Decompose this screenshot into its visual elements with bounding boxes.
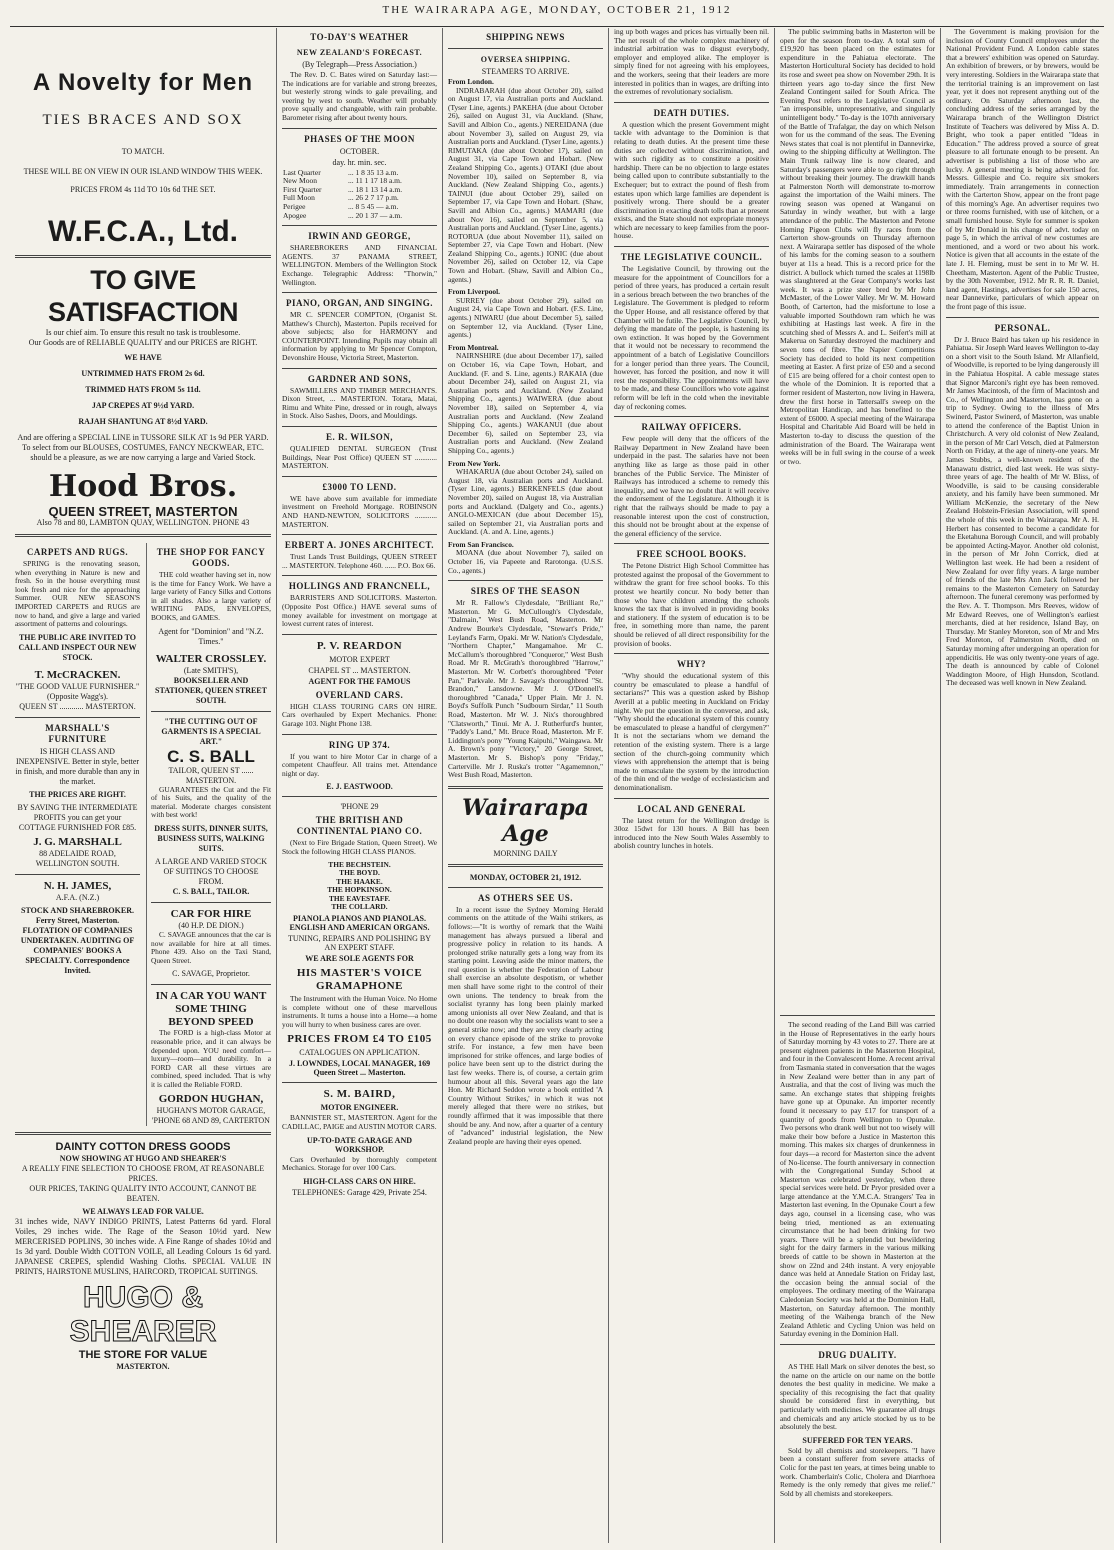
james-name: N. H. JAMES,	[43, 879, 112, 892]
british-title: THE BRITISH AND CONTINENTAL PIANO CO.	[296, 815, 423, 837]
drug-text: AS THE Hall Mark on silver denotes the best, so the name on the article on our name on the bottle denotes the best quality in medicine. We make a speciality of this recognising the fact that quality should be considered first in everything, but particularly with medicines. We guarantee all drugs and chemicals and any article stocked by us to be absolutely the best.	[780, 1361, 935, 1432]
satisfaction-goods: Our Goods are of RELIABLE QUALITY and our PRICES are RIGHT.	[28, 338, 258, 347]
divider	[282, 368, 437, 369]
piano-brand: THE HAAKE.	[336, 876, 383, 886]
divider	[614, 246, 769, 247]
public-invited: THE PUBLIC ARE INVITED TO CALL AND INSPECT OUR NEW STOCK.	[18, 632, 137, 662]
divider	[15, 1132, 271, 1135]
sires-text: Mr R. Fallow's Clydesdale, "Brilliant Re," Masterton. Mr G. McCullough's Clydesdale, "Dalmain," West Bush Road, Masterton. Mr Andrew Bourke's Clydesdale, "Stewart's Pride," Leyland's Farm, Opaki. Mr W. Nation's Clydesdale, "Northern Chapter," Mangamahoe. Mr C. McCallum's thoroughbred "Conqueror," West Bush Road. Mr R. McGrath's thoroughbred "Harrow," Masterton. Mr W. Corbett's thoroughbred "Peter Pan," Parkvale. Mr J. Savage's thoroughbred "St. Brandon," Lansdowne. Mr J. O'Donnell's thoroughbred "Canada," Upper Plain. Mr J. N. Boyd's Suffolk Punch "Sudbourn Sirdar," 11 South Road, Masterton. Mr W. J. Nix's thoroughbred "Clatsworth," Tinui. Mr A. J. Rutherfurd's hunter, "Paddy's Land," Mt. Bruce Road, Masterton. Mr F. Liddington's pony "Young Kaipuhi," Waingawa. Mr A. Brown's pony "Victory," 20 George Street, Masterton. Mr S. Bishop's pony "Friday," Carterville. Mr J. Ruska's trotter "Agamemnon," West Bush Road, Masterton.	[448, 598, 603, 780]
masthead-sub: MORNING DAILY	[493, 848, 558, 858]
store-for-value: THE STORE FOR VALUE	[78, 1349, 208, 1362]
divider	[282, 292, 437, 293]
hats-line-2: TRIMMED HATS FROM 5s 11d.	[85, 385, 201, 394]
moon-time: ... 20 1 37 — a.m.	[347, 210, 403, 220]
divider	[282, 575, 437, 576]
piano-list	[282, 861, 437, 913]
moon-time: ... 11 1 17 18 a.m.	[347, 176, 402, 186]
ball-stock: A LARGE AND VARIED STOCK OF SUITINGS TO CHOOSE FROM.	[154, 856, 267, 886]
marshall-addr: 88 ADELAIDE ROAD, WELLINGTON SOUTH.	[35, 848, 120, 868]
piano-brand: THE BECHSTEIN.	[328, 859, 391, 869]
lowndes: J. LOWNDES, LOCAL MANAGER, 169 Queen Street ... Masterton.	[288, 1059, 431, 1078]
divider	[15, 874, 140, 875]
from-sf: From San Francisco.	[448, 539, 514, 549]
local-text: The latest return for the Wellington dredge is 30oz 15dwt for 130 hours. A Bill has been introduced into the New South Wales Assembly to abolish country lunches in hotels.	[614, 815, 769, 851]
ball-name: C. S. BALL	[167, 746, 255, 766]
lend-title: £3000 TO LEND.	[322, 481, 397, 492]
ad-column-left	[10, 28, 276, 1543]
ring-name: E. J. EASTWOOD.	[326, 782, 393, 792]
baird-text: BANNISTER ST., MASTERTON. Agent for the CADILLAC, PAIGE and AUSTIN MOTOR CARS.	[282, 1113, 437, 1132]
fancy-text: THE cold weather having set in, now is the time for Fancy Work. We have a large variety of Fancy Silks and Cottons in all shades. Also a large variety of WRITING PADS, ENVELOPES, BOOKS, and GAMES.	[151, 570, 271, 622]
irwin-title: IRWIN AND GEORGE,	[308, 231, 411, 242]
mccracken-addr: QUEEN ST ............ MASTERTON.	[19, 701, 136, 711]
novelty-advert	[15, 68, 271, 249]
marshall-text: IS HIGH CLASS AND INEXPENSIVE. Better in style, better in finish, and more durable than any in the market.	[15, 746, 140, 786]
lend-text: WE have above sum available for immediate investment on Freehold Mortgage. ROBINSON AND HAND-NEWTON, SOLICITORS ............ MASTERTON.	[282, 493, 437, 529]
council-text: The Legislative Council, by throwing out the measure for the appointment of Councillors for a period of three years, has produced a certain result in a serious breach between the two branches of the Legislature. The Government is pledged to reform the Upper House, and all resistance offered by that Chamber will be futile. The Legislative Council, by defying the mandate of the people, is hastening its own extinction. It was hoped by the Government that it would not be necessary to recommend the appointment of a batch of Legislative Councillors for a longer period than three years. The Council, however, has forced the position, and now it will rest the responsibility. The appointments will have to be made, and these Councillors who vote against reform will be left in the cold when the inevitable day of reckoning comes.	[614, 264, 769, 411]
moon-time: ... 26 2 7 17 p.m.	[347, 193, 399, 203]
satisfaction-aim: Is our chief aim. To ensure this result no task is troublesome.	[45, 328, 241, 337]
carpets-text: SPRING is the renovating season, when everything in Nature is new and fresh. So in the house everything must look fresh and nice for the approaching Summer. OUR NEW SEASON'S IMPORTED CARPETS and RUGS are now to hand, and give a large and varied assortment of patterns and colourings.	[15, 559, 140, 629]
hats-line-4: RAJAH SHANTUNG AT 8½d YARD.	[78, 417, 208, 426]
ford-title: IN A CAR YOU WANT SOME THING BEYOND SPEED	[155, 990, 267, 1029]
wilson-text: QUALIFIED DENTAL SURGEON (Trust Buildings, Near Post Office) QUEEN ST ............ MASTERTON.	[282, 444, 437, 471]
divider	[282, 796, 437, 797]
hughan-name: GORDON HUGHAN,	[158, 1093, 264, 1106]
overland-title: OVERLAND CARS.	[315, 689, 404, 700]
prices-from: PRICES FROM £4 TO £105	[287, 1033, 432, 1046]
hats-line-1: UNTRIMMED HATS FROM 2s 6d.	[81, 369, 205, 378]
ships-sf: MOANA (due about November 7), sailed on October 16, via Papeete and Rarotonga. (U.S.S. Co., agents.)	[448, 548, 603, 575]
novelty-to-match: TO MATCH.	[121, 147, 165, 156]
divider	[282, 426, 437, 427]
ring-text: If you want to hire Motor Car in charge of a competent Chauffeur. All trains met. Attendance night or day.	[282, 751, 437, 778]
fancy-title: THE SHOP FOR FANCY GOODS.	[156, 547, 266, 568]
local-news-text: The public swimming baths in Masterton will be open for the season from to-day. A total sum of £19,920 has been placed on the estimates for expenditure in the Pahiatua electorate. The Masterton Horticultural Society has decided to hold its rose and sweet pea show on November 29th. It is thirteen years ago to-day since the first New Zealand Contingent sailed for South Africa. The Evening Post refers to the Legislative Council as "an irresponsible, unrepresentative, and singularly unintelligent body." To-day is the 107th anniversary of the Battle of Trafalgar, the day on which Nelson won for us the command of the seas. The Evening News states that coal is not plentiful in Dannevirke, owing to the shipping difficulty at Wellington. The Main Trunk railway line is now cleared, and Saturday's passengers were able to go right through without breaking their journey. The drawkill hands at Palmerston North will demonstrate to-morrow against the importation of the Waihi miners. The rowing season was opened at Wanganui on Saturday in windy weather, but with a large attendance of the public. The Masterton and Petone Homing Pigeon Clubs will fly races from the Carterton show-grounds on Thursday afternoon next. A Wairarapa settler has disposed of the whole of his lambs for the coming season to a southern buyer at 11s a head. This is a record price for the district. A bullock which turned the scales at 1198lb was slaughtered at the Gear Company's works last week. It was a prize steer bred by Mr John McMaster, of the Lower Valley. Mr W. M. Howard Booth, of Carterton, had the misfortune to lose a valuable imported Southdown ram which he was exhibiting at Hastings last week. A fire in the scutching shed of Messrs A. and L. Seifert's mill at Makerua on Saturday destroyed the machinery and seven tons of fibre. The Napier Competitions Society has decided to hold its next competition meeting at Easter. A first prize of £50 and a second of £15 are being offered for a choir contest open to the whole of the Dominion. It is reported that a former resident of Masterton, now living in Hawera, drew the first horse in Tattersall's sweep on the Metropolitan Handicap, and has benefited to the extent of £6000. A special meeting of the Wairarapa Hospital and Charitable Aid Board will be held in Masterton to-day to discuss the question of the administration of the Board. The Wairarapa went weeks will be in full swing in the course of a week or two.	[780, 28, 935, 466]
oversea-title: OVERSEA SHIPPING.	[480, 55, 571, 64]
moon-time: ... 8 5 45 — a.m.	[347, 201, 399, 211]
british-text: (Next to Fire Brigade Station, Queen Street). We Stock the following HIGH CLASS PIANOS.	[282, 838, 437, 856]
fancy-agent: Agent for "Dominion" and "N.Z. Times."	[158, 626, 264, 646]
now-showing: NOW SHOWING AT HUGO AND SHEARER'S	[59, 1154, 227, 1164]
marshall-prices: THE PRICES ARE RIGHT.	[29, 789, 126, 799]
forecast-title: NEW ZEALAND'S FORECAST.	[296, 48, 423, 57]
mccracken-tag: "THE GOOD VALUE FURNISHER."	[15, 681, 140, 691]
tuning-line: TUNING, REPAIRS AND POLISHING BY AN EXPERT STAFF.	[287, 934, 432, 953]
moon-head: OCTOBER.	[339, 146, 380, 156]
personal-title: PERSONAL.	[994, 322, 1051, 333]
column-shipping	[443, 28, 608, 1543]
forecast-text: The Rev. D. C. Bates wired on Saturday last:—The indications are for variable and strong breezes, but westerly strong winds to gale prevailing, and veering by west to south. Weather will probably prove squally and changeable, with rain probable. Barometer rising after about twenty hours.	[282, 70, 437, 122]
editorial-text: In a recent issue the Sydney Morning Herald comments on the attitude of the Waihi strikers, as follows:—"It is worthy of remark that the Waihi management has always pursued a liberal and progressive policy in relation to its hands. A prolonged strike naturally gets a long way from its starting point. Leaving aside the minor matters, the real question is whether the Federation of Labour shall exercise an absolute despotism, or whether men shall have some right to the control of their own unions. The tendency to break from the socialist tyranny has long been plainly marked among unionists all over New Zealand, and that is no doubt one reason why the socialists want to see a general strike now; and they are very clearly acting on every chance episode of the strike to provoke strife. For instance, a few men have been imprisoned for strike offences, and large bodies of police have been sent up to the district during the last few weeks. There is, of course, a certain grim humour about all this. Several years ago the late Hon. Mr Richard Seddon wrote a book entitled 'A Country Without Strikes,' in which it was not merely alleged that there were no strikes, but roundly affirmed that it was impossible that there should be any. And now, after a quarter of a century of "advanced" industrial legislation, the New Zealand people are having their eyes opened.	[448, 904, 603, 1146]
novelty-prices: PRICES FROM 4s 11d TO 10s 6d THE SET.	[70, 185, 216, 194]
hollings-text: BARRISTERS AND SOLICITORS. Masterton. (Opposite Post Office.) HAVE several sums of money available for investment on mortgage at lowest current rates of interest.	[282, 593, 437, 629]
divider	[448, 864, 603, 867]
jones-title: ERBERT A. JONES ARCHITECT.	[284, 540, 435, 551]
divider	[282, 634, 437, 635]
catalogues: CATALOGUES ON APPLICATION.	[299, 1048, 420, 1058]
crossley-sub: (Late SMITH'S),	[183, 665, 239, 675]
from-newyork: From New York.	[448, 458, 501, 468]
moon-time: ... 1 8 35 13 a.m.	[347, 167, 399, 177]
divider	[282, 1082, 437, 1083]
gardner-title: GARDNER AND SONS,	[307, 373, 412, 384]
car-model: (40 H.P. DE DION.)	[178, 920, 244, 930]
satisfaction-title: TO GIVE SATISFACTION	[47, 265, 238, 327]
hughan-sub: HUGHAN'S MOTOR GARAGE, 'PHONE 68 AND 89, CARTERTON	[152, 1106, 270, 1126]
divider	[282, 225, 437, 226]
column-weather-ads	[277, 28, 442, 1543]
piano-title: PIANO, ORGAN, AND SINGING.	[285, 298, 433, 309]
hmv-text: The Instrument with the Human Voice. No Home is complete without one of these marvellous instruments. It turns a house into a Home—a home you will hurry to when business cares are over.	[282, 994, 437, 1029]
divider	[151, 711, 271, 712]
piano-text: MR C. SPENCER COMPTON, (Organist St. Matthew's Church), Masterton. Pupils received for above subjects; also for HARMONY and COUNTERPOINT. Intending Pupils may obtain all information by applying to Mr Spencer Compton, Devonshire House, Victoria Street, Masterton.	[282, 310, 437, 363]
divider	[780, 1344, 935, 1345]
piano-brand: THE BOYD.	[339, 868, 380, 878]
telephones-line: TELEPHONES: Garage 429, Private 254.	[292, 1187, 427, 1197]
marshall-name: J. G. MARSHALL	[33, 835, 122, 848]
savage-sign: C. SAVAGE, Proprietor.	[172, 969, 250, 979]
mccracken-opp: (Opposite Wagg's).	[46, 691, 109, 701]
ships-london: INDRABARAH (due about October 20), sailed on August 17, via Australian ports and Auckland. (Tyser Line, agents.) PAKEHA (due about October 26), sailed on August 31, via Auckland. (Shaw, Savill and Albion Co., agents.) NEREIDANA (due about November 3), sailed on August 29, via Australian ports and Auckland. (Tyser Line, agents.) RIMUTAKA (due about October 17), sailed on August 31, via Cape Town and Hobart. (New Zealand Shipping Co., agents.) OTAKI (due about November 10), sailed on September 8, via Auckland. (New Zealand Shipping Co., agents.) TAINUI (due about October 29), sailed on September 17, via Cape Town and Hobart. (Shaw, Savill and Albion Co., agents.) MAMARI (due about Nov 16), sailed on September 5, via Australian ports and Auckland. (Tyser Line, agents.) ROTORUA (due about November 11), sailed on September 27, via Cape Town and Hobart. (New Zealand Shipping Co., agents.) IONIC (due about November 26), sailed on October 12, via Cape Town and Hobart. (Shaw, Savill and Albion Co., agents.)	[448, 85, 603, 284]
masthead-date: MONDAY, OCTOBER 21, 1912.	[469, 872, 582, 882]
marshall-save: BY SAVING THE INTERMEDIATE PROFITS you can get your COTTAGE FURNISHED FOR £85.	[17, 802, 138, 832]
hugo-shearer-logo: HUGO & SHEARER	[69, 1281, 217, 1349]
reardon-agent: AGENT FOR THE FAMOUS	[308, 676, 411, 686]
divider	[614, 102, 769, 103]
weather-title: TO-DAY'S WEATHER	[310, 32, 409, 42]
always-lead: WE ALWAYS LEAD FOR VALUE.	[82, 1207, 204, 1217]
divider	[151, 902, 271, 903]
column-local-news-lower	[775, 1010, 940, 1543]
news-text-2: The second reading of the Land Bill was carried in the House of Representatives in the early hours of Saturday morning by 43 votes to 27. There are at present eighteen patients in the Masterton Hospital, and four in the Convalescent Home. A recent arrival from Tasmania stated in conversation that the wages in New Zealand were better than in any part of Australia, and that the cost of living was much the same. An exchange states that shipping freights have gone up at Opunake. An importer recently found it necessary to pay £17 for transport of a quantity of goods from Wellington to Opunake. Two persons who drank well but not too wisely will make their bow before a Justice in Masterton this morning. This makes six charges of drunkenness in four days—a record for Masterton since the advent of No-license. The fourth anniversary in connection with the Congregational Sunday School at Masterton was celebrated yesterday, when three special services were held. Dr Pryor presided over a large attendance at the Y.M.C.A. Strangers' Tea in Masterton last evening. In the Opunake Court a few days ago, counsel in a licensing case, who was being tried, mentioned as an extenuating circumstance that he had been drinking for two years. There will be a splendid but bewildering sight for the dairy farmers in the various milking breeds of cattle to be shown in Masterton at the show on 22nd and 24th instant. A very enjoyable dance was held at Annedale Station on Friday last, the occasion being the annual social of the employees. The ordinary meeting of the Wairarapa Caledonian Society was held at the Dominion Hall, Masterton, on Saturday afternoon. The monthly meeting of the Waihenga branch of the New Zealand Athletic and Cycling Union was held on Saturday evening in the Dominion Hall.	[780, 1020, 935, 1339]
piano-brand: THE EAVESTAFF.	[328, 893, 391, 903]
forecast-by: (By Telegraph—Press Association.)	[302, 60, 417, 69]
irwin-text: SHAREBROKERS AND FINANCIAL AGENTS. 37 PANAMA STREET, WELLINGTON. Members of the Wellington Stock Exchange. Telegraphic Address: "Thorwin," Wellington.	[282, 243, 437, 287]
moon-phase: Last Quarter	[283, 167, 321, 177]
ford-text: The FORD is a high-class Motor at reasonable price, and it can always be depended upon. YOU need comfort—luxury—room—and durability. In a FORD CAR all these virtues are combined, speed included. That is why it is called the Reliable FORD.	[151, 1028, 271, 1089]
local-title: LOCAL AND GENERAL	[637, 803, 746, 814]
school-text: The Petone District High School Committee has protested against the proposal of the Government to withdraw the grant for free school books. To this protest we heartily concur. No body better than those who have children attending the schools knows the tax that is involved in providing books and stationery. If the system of education is to be free, in something more than name, the parent should be relieved of all direct responsibility for the provision of books.	[614, 561, 769, 648]
james-lines: STOCK AND SHAREBROKER. Ferry Street, Masterton. FLOTATION OF COMPANIES UNDERTAKEN. AUDITING OF COMPANIES' BOOKS A SPECIALTY. Correspondence Invited.	[20, 905, 135, 975]
from-montreal: From Montreal.	[448, 342, 499, 352]
ball-tag: "THE CUTTING OUT OF GARMENTS IS A SPECIAL ART."	[161, 716, 261, 746]
shipping-title: SHIPPING NEWS	[486, 32, 565, 42]
novelty-view: THESE WILL BE ON VIEW IN OUR ISLAND WINDOW THIS WEEK.	[23, 167, 263, 176]
divider	[448, 786, 603, 789]
council-title: THE LEGISLATIVE COUNCIL.	[620, 252, 763, 263]
dainty-title: DAINTY COTTON DRESS GOODS	[55, 1141, 231, 1154]
hood-address: QUEEN STREET, MASTERTON	[48, 504, 238, 519]
editorial-continued: ing up both wages and prices has virtually been nil. The net result of the whole complex machinery of industrial arbitration was to disgust everybody, employer and employed alike. The employer is simply fined for not agreeing with his employees, and the workers, seeing that their leaders are more interested in politics than in wages, are drifting into the extremes of revolutionary socialism.	[614, 28, 769, 97]
baird-sub: MOTOR ENGINEER.	[320, 1103, 399, 1113]
gardner-text: SAWMILLERS AND TIMBER MERCHANTS. Dixon Street, ... MASTERTON. Totara, Matai, Rimu and White Pine, dressed or in rough, always in Stock. Also Sashes, Doors, and Mouldings.	[282, 385, 437, 421]
moon-time: ... 18 1 13 14 a.m.	[347, 184, 403, 194]
carpets-block	[15, 543, 140, 976]
from-liverpool: From Liverpool.	[448, 287, 501, 297]
death-title: DEATH DUTIES.	[653, 107, 730, 118]
death-text: A question which the present Government might tackle with advantage to the Dominion is that relating to death duties. At the present time these duties are collected without discrimination, and with such rigidity as to constitute a positive hardship. There can be no objection to large estates being called upon to contribute substantially to the Exchequer; but to extract the pound of flesh from estates upon which large families are dependent is positively wrong. There should be a greater discrimination in exacting death tolls than at present exists, and the State should not expropriate moneys which are necessary to keep families from the poor-house.	[614, 119, 769, 241]
personal-text: Dr J. Bruce Baird has taken up his residence in Pahiatua. Sir Joseph Ward leaves Wellington to-day on a short visit to the South Island. Mr Allanfield, of Woodville, is reported to be lying dangerously ill in the Pahiatua Hospital. A cable message states that Signor Marconi's right eye has been removed. Mr James Macintosh, of the firm of Macintosh and Co., of Wellington and Masterton, has gone on a trip to Sydney. Owing to the illness of Mrs Swinerd, Pastor Swinerd, of Masterton, was unable to attend the conference of the Baptist Union in Christchurch. A very old colonist of New Zealand, in the person of Mr Carl Vetsch, died at Palmerston North on Friday, at the age of ninety-one years. Mr James Stubbs, a well-known resident of the Manawatu district, died last week. He was sixty-three years of age. The health of Mr W. Bliss, of Woodville, is said to be causing considerable anxiety, and his family have been summoned. Mr William McKenzie, the secretary of the New Zealand Holstein-Friesian Association, will spend the whole of this week in the Wairarapa. Mr A. H. Herbert has consented to become a candidate for the Eketahuna Borough Council, and will probably be appointed Acting-Mayor. Another old colonist, in the person of Mr John Corrick, died at Wellington last week. He had been a resident of New Zealand for over fifty years. A large number of friends of the late Mrs Ann Jack followed her remains to the Masterton Cemetery on Saturday afternoon. The funeral ceremony was performed by the Rev. A. T. Thompson. Mrs Reeves, widow of Mr Edward Reeves, one of Wellington's earliest merchants, died at her residence, Island Bay, on Thursday. Mr Stanley Moreton, son of Mr and Mrs Fred Moreton, of Palmerston North, died on Saturday morning after undergoing an operation for appendicitis. He was only twenty-one years of age. The death is announced by cable of Colonel Waddington Moore, of High Hunsdon, Scotland. The deceased was well known in New Zealand.	[946, 334, 1100, 688]
fine-selection: A REALLY FINE SELECTION TO CHOOSE FROM, AT REASONABLE PRICES.	[21, 1164, 265, 1184]
reardon-title: P. V. REARDON	[316, 639, 403, 652]
suffered-text: Sold by all chemists and storekeepers. "I have been a constant sufferer from severe attacks of Colic for the past ten years, at times being unable to work. Chamberlain's Colic, Cholera and Diarrhoea Remedy is the only remedy that gives me relief." Sold by all chemists and storekeepers.	[780, 1445, 935, 1498]
car-hire-title: CAR FOR HIRE	[170, 907, 252, 920]
moon-phase: Apogee	[283, 210, 307, 220]
masthead-title: Wairarapa Age	[462, 794, 589, 847]
school-title: FREE SCHOOL BOOKS.	[636, 549, 747, 560]
why-text: "Why should the educational system of this country be emasculated to please a handful of sectarians?" This was a question asked by Bishop Averill at a public meeting in Auckland on Friday night. We put the question in the converse, and ask, "Why should the educational system of this country be emasculated to please a handful of clergymen?" It is not the sectarians whom we demand the retention of the existing system. There is a large section of the church-going community which views with apprehension the attempt that is being made to emasculate the system by the introduction of the thin end of the wedge of ecclesiasticism and denominationalism.	[614, 671, 769, 792]
overland-text: HIGH CLASS TOURING CARS ON HIRE. Cars overhauled by Expert Mechanics. Phone: Garage 103. Night Phone 138.	[282, 701, 437, 728]
from-london: From London.	[448, 77, 494, 86]
moon-phase: Full Moon	[283, 193, 315, 203]
railway-text: Few people will deny that the officers of the Railway Department in New Zealand have been underpaid in the past. The salaries have not been anything like as large as those paid in other branches of the Public Service. The Minister of Railways has introduced a scheme to remedy this inequality, and we have no doubt that it will receive the endorsement of the Legislature. Although it is right that the railways should be made to pay a reasonable interest upon the cost of construction, this should not be brought about at the expense of the general efficiency of the service.	[614, 434, 769, 538]
hood-address-2: Also 78 and 80, LAMBTON QUAY, WELLINGTON. PHONE 43	[36, 518, 250, 527]
suffered-title: SUFFERED FOR TEN YEARS.	[802, 1435, 913, 1445]
hmv-title: HIS MASTER'S VOICE GRAMAPHONE	[296, 967, 423, 993]
divider	[282, 128, 437, 129]
divider	[780, 1015, 935, 1016]
column-news-personal	[941, 28, 1104, 1543]
mccracken-name: T. McCRACKEN.	[34, 668, 121, 681]
savage-text: C. SAVAGE announces that the car is now available for hire at all times. Phone 439. Also on the Taxi Stand, Queen Street.	[151, 929, 271, 965]
railway-title: RAILWAY OFFICERS.	[641, 422, 742, 433]
crossley-trade: BOOKSELLER AND STATIONER, QUEEN STREET SOUTH.	[155, 675, 267, 705]
divider	[448, 887, 603, 888]
british-phone: 'PHONE 29	[340, 802, 379, 812]
ring-title: RING UP 374.	[328, 739, 391, 750]
garage-text: Cars Overhauled by thoroughly competent Mechanics. Storage for over 100 Cars.	[282, 1154, 437, 1173]
news-text: The Government is making provision for the inclusion of County Council employees under the National Provident Fund. A London cable states that a brewers' exhibition was opened on Saturday. An exhibition of brewers, or by brewers, would be very interesting. Soldiers in the Wairarapa state that the territorial training is an improvement on last year, yet it does not represent anything out of the ordinary. On Saturday afternoon last, the concluding address of the series arranged by the Wairarapa branch of the Wellington District Institute of Teachers was delivered by Miss A. D. Bright, who took a paper entitled "Ideas in Education." The address proved a source of great pleasure to all fortunate enough to be present. An advertiser is publishing a list of those who are lucky. A general meeting is being advertised for. Messrs. Gillespie and Co. require six smokers immediately. Train arrangements in connection with the Carterton Show, appear on the front page of this morning's Age. An advertiser requires two or three rooms furnished, with use of kitchen, or a small furnished house. Style for summer is spoken of by Mr Donald in his change of advt. today on page 5, in which the arrival of new costumes are mentioned, and a word or two about his work. Notice is given that all accounts in the estate of the late J. H. Fleming, must be sent in to Mr W. H. Cheetham, Masterton. Agent of the Public Trustee, by the 30th November, 1912. Mr R. R. R. Daniel, land agent, Hastings, advertises for sale 150 acres, near Dannevirke, particulars of which appear on the front page of this issue.	[946, 28, 1099, 311]
divider	[614, 543, 769, 544]
blouses-line: To select from our BLOUSES, COSTUMES, FANCY NECKWEAR, ETC. should be a pleasure, as we are now carrying a large and Varied Stock.	[22, 443, 264, 462]
steamers-title: STEAMERS TO ARRIVE.	[481, 67, 570, 76]
divider	[282, 534, 437, 535]
sole-agents: WE ARE SOLE AGENTS FOR	[305, 954, 414, 964]
piano-brand: THE HOPKINSON.	[327, 885, 392, 895]
divider	[614, 416, 769, 417]
ball-sign: C. S. BALL, TAILOR.	[172, 886, 250, 896]
moon-phase: New Moon	[283, 176, 317, 186]
marshall-title: MARSHALL'S FURNITURE	[45, 722, 110, 744]
divider	[15, 534, 271, 537]
carpets-title: CARPETS AND RUGS.	[26, 547, 129, 557]
pianola-line: PIANOLA PIANOS AND PIANOLAS. ENGLISH AND AMERICAN ORGANS.	[289, 914, 430, 933]
divider	[282, 734, 437, 735]
ball-suits: DRESS SUITS, DINNER SUITS, BUSINESS SUITS, WALKING SUITS.	[154, 823, 268, 853]
wilson-title: E. R. WILSON,	[325, 432, 394, 443]
moon-phase: Perigee	[283, 201, 306, 211]
reardon-sub: MOTOR EXPERT	[329, 654, 390, 664]
hollings-title: HOLLINGS AND FRANCNELL,	[288, 581, 431, 592]
moon-cols: day. hr. min. sec.	[332, 157, 387, 167]
moon-phase: First Quarter	[283, 184, 322, 194]
hugo-shearer-advert	[15, 1141, 271, 1372]
we-have: WE HAVE	[124, 353, 162, 362]
divider	[614, 798, 769, 799]
novelty-sub: TIES BRACES AND SOX	[42, 112, 244, 128]
ships-montreal: NAIRNSHIRE (due about December 17), sailed on October 16, via Cape Town, Hobart, and Auckland. (F. and S. Line, agents.) RAKAIA (due about December 24), sailed on August 21, via Australian ports and Auckland. (New Zealand Shipping Co., agents.) WAIWERA (due about November 18), sailed on September 4, via Australian ports and Auckland. (New Zealand Shipping Co., agents.) WAKANUI (due about December 6), sailed on September 23, via Australian ports and Auckland. (New Zealand Shipping Co., agents.)	[448, 351, 603, 455]
garage-title: UP-TO-DATE GARAGE AND WORKSHOP.	[306, 1135, 413, 1154]
divider	[448, 580, 603, 581]
running-head-text: THE WAIRARAPA AGE, MONDAY, OCTOBER 21, 1912	[382, 4, 732, 16]
hire-line: HIGH-CLASS CARS ON HIRE.	[303, 1176, 416, 1186]
piano-brand: THE COLLARD.	[331, 902, 388, 912]
hats-line-3: JAP CREPES AT 9½d YARD.	[91, 401, 195, 410]
moon-title: PHASES OF THE MOON	[304, 133, 415, 144]
crossley-name: WALTER CROSSLEY.	[155, 652, 267, 665]
editorial-title: AS OTHERS SEE US.	[477, 892, 574, 903]
james-sub: A.F.A. (N.Z.)	[55, 892, 100, 902]
quality-line: OUR PRICES, TAKING QUALITY INTO ACCOUNT, CANNOT BE BEATEN.	[29, 1184, 257, 1204]
ball-trade: TAILOR, QUEEN ST ...... MASTERTON.	[168, 765, 254, 785]
divider	[448, 48, 603, 49]
wfca-logo: W.F.C.A., Ltd.	[48, 215, 238, 248]
why-title: WHY?	[677, 659, 706, 670]
divider	[151, 984, 271, 985]
baird-title: S. M. BAIRD,	[323, 1088, 396, 1101]
satisfaction-advert	[15, 264, 271, 528]
jones-text: Trust Lands Trust Buildings, QUEEN STREET ... MASTERTON. Telephone 460. ...... P.O. Box 66.	[282, 552, 437, 570]
divider	[15, 255, 271, 258]
fancy-goods-block	[146, 543, 271, 1126]
divider	[15, 717, 140, 718]
ships-liverpool: SURREY (due about October 29), sailed on August 24, via Cape Town and Hobart. (F.S. Line, agents.) NIWARU (due about December 5), sailed on September 12, via Auckland. (Tyser Line, agents.)	[448, 295, 603, 340]
sires-title: SIRES OF THE SEASON	[470, 586, 581, 597]
divider	[282, 476, 437, 477]
novelty-title: A Novelty for Men	[32, 69, 254, 96]
divider	[614, 653, 769, 654]
ships-newyork: WHAKARUA (due about October 24), sailed on August 18, via Australian ports and Auckland. (Tyser Line, agents.) BERKENFELS (due about November 20), sailed on August 18, via Australian ports and Auckland. (Dalgety and Co., agents.) ANGLO-MEXICAN (due about December 15), sailed on September 21, via Australian ports and Auckland. (A. and A. Line, agents.)	[448, 467, 603, 537]
moon-table	[282, 169, 437, 221]
reardon-addr: CHAPEL ST ... MASTERTON.	[308, 665, 411, 675]
ball-text: GUARANTEES the Cut and the Fit of his Suits, and the quality of the material. Moderate charges consistent with best work!	[151, 784, 271, 820]
hugo-lines: 31 inches wide, NAVY INDIGO PRINTS, Latest Patterns 6d yard. Floral Voiles, 29 inches wide. The Rage of the Season 10½d yard. New MERCERISED POPLINS, 30 inches wide. A Fine Range of shades 10½d and 1s 3d yard. Double Width COTTON VOILE, all Leading Colours 1s 6d yard. JAPANESE CREPES, splendid Washing Cloths. SPECIAL VALUE IN PRINTS, HAIRSTONE MUSLINS, HAIRCORD, TROPICAL SUITINGS.	[15, 1217, 271, 1277]
drug-title: DRUG DUALITY.	[818, 1349, 897, 1360]
column-editorial	[609, 28, 774, 1543]
special-line: And are offering a SPECIAL LINE in TUSSORE SILK AT 1s 9d PER YARD.	[17, 433, 269, 442]
running-head	[10, 4, 1104, 27]
divider	[946, 317, 1099, 318]
masterton-line: MASTERTON.	[116, 1362, 170, 1372]
hood-bros-logo: Hood Bros.	[48, 469, 238, 504]
moon-row	[282, 212, 437, 221]
